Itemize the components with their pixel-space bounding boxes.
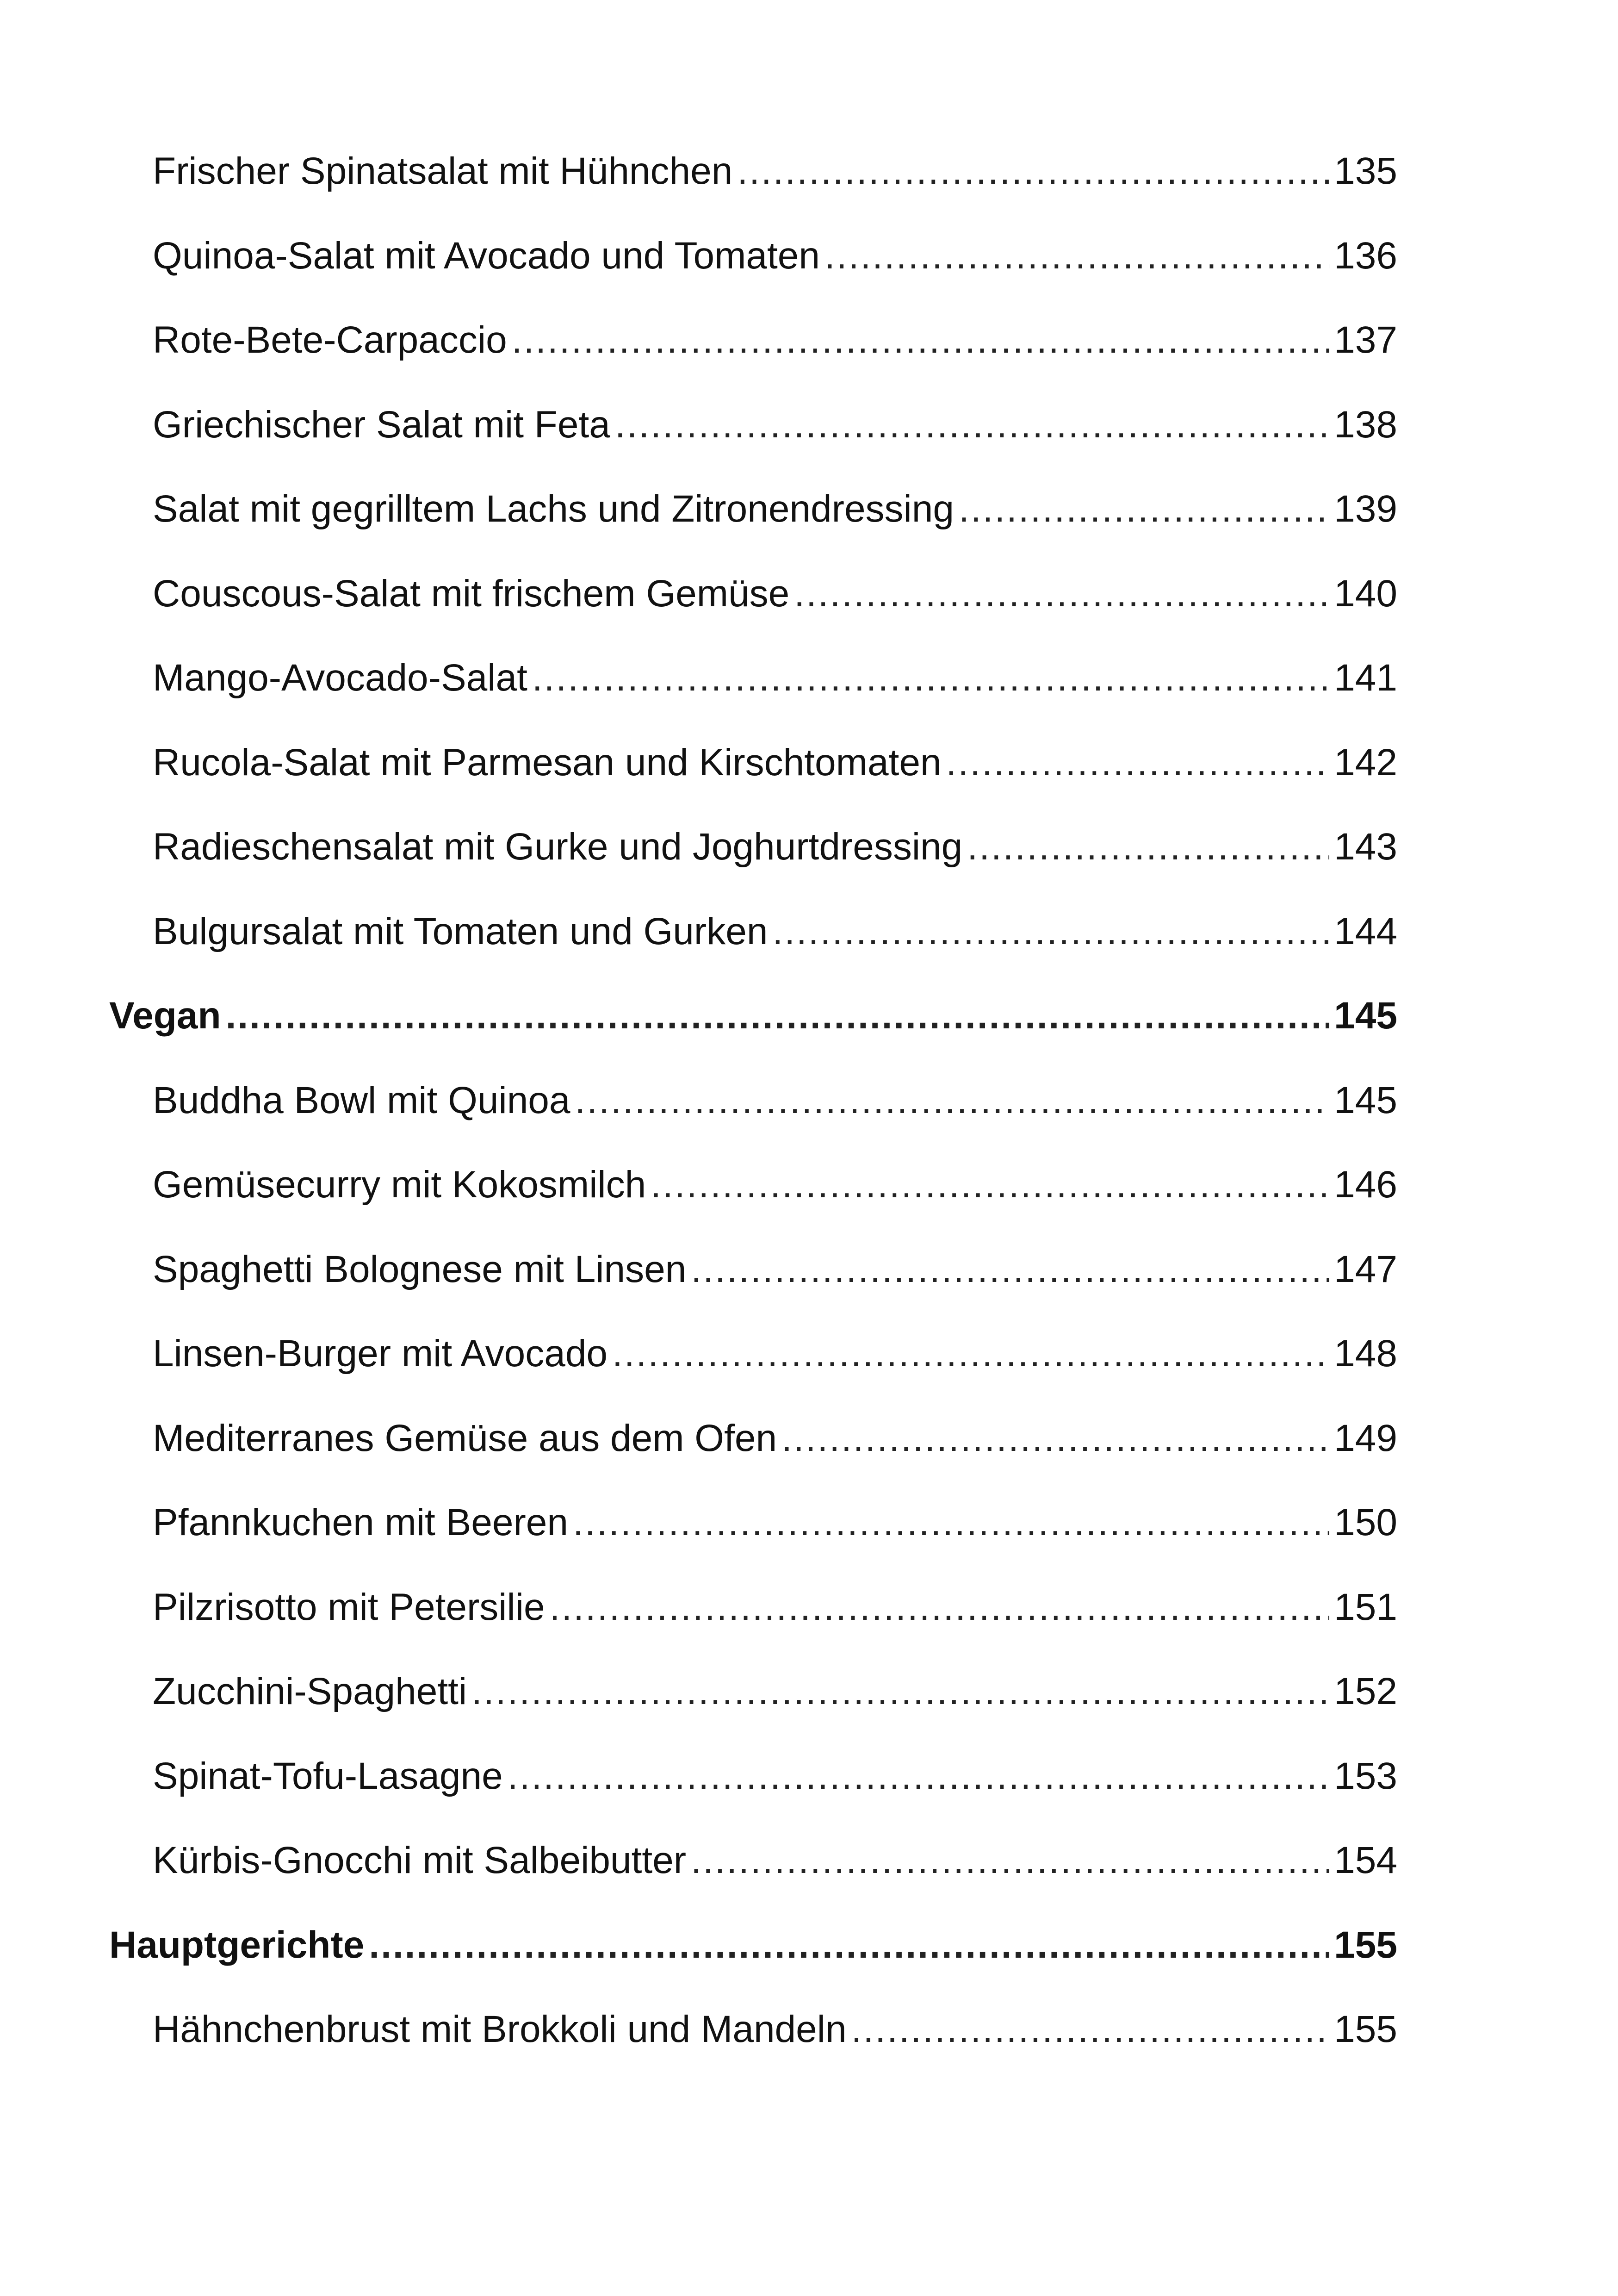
toc-entry[interactable]: [109, 1670, 1397, 1757]
toc-entry-title: Linsen-Burger mit Avocado: [153, 1332, 608, 1375]
toc-entry-page-number: 150: [1334, 1501, 1397, 1543]
dot-leader: [946, 744, 1330, 782]
toc-entry-page-number: 155: [1334, 1923, 1397, 1966]
toc-entry-title: Frischer Spinatsalat mit Hühnchen: [153, 150, 733, 192]
toc-entry[interactable]: [109, 1166, 1397, 1251]
toc-entry[interactable]: [109, 1419, 1397, 1504]
dot-leader: [691, 1251, 1329, 1288]
toc-entry-title: Hauptgerichte: [109, 1923, 365, 1966]
toc-entry-title: Mediterranes Gemüse aus dem Ofen: [153, 1417, 777, 1459]
toc-entry[interactable]: [109, 234, 1397, 322]
toc-entry-title: Mango-Avocado-Salat: [153, 657, 527, 699]
dot-leader: [772, 913, 1329, 951]
toc-entry[interactable]: [109, 659, 1397, 744]
toc-entry-page-number: 154: [1334, 1839, 1397, 1881]
toc-entry[interactable]: [109, 490, 1397, 575]
toc-entry-title: Griechischer Salat mit Feta: [153, 403, 610, 446]
toc-entry[interactable]: [109, 1501, 1397, 1588]
toc-entry-page-number: 143: [1334, 826, 1397, 868]
dot-leader: [550, 1588, 1330, 1626]
toc-entry-page-number: 139: [1334, 488, 1397, 530]
toc-entry-page-number: 141: [1334, 657, 1397, 699]
toc-entry-page-number: 147: [1334, 1248, 1397, 1290]
toc-entry-page-number: 149: [1334, 1417, 1397, 1459]
dot-leader: [651, 1166, 1329, 1204]
toc-entry-page-number: 146: [1334, 1164, 1397, 1206]
toc-entry-title: Couscous-Salat mit frischem Gemüse: [153, 572, 790, 615]
toc-entry-title: Radieschensalat mit Gurke und Joghurtdressing: [153, 826, 963, 868]
dot-leader: [226, 997, 1330, 1035]
toc-entry-title: Vegan: [109, 995, 221, 1037]
toc-entry-title: Bulgursalat mit Tomaten und Gurken: [153, 910, 768, 952]
toc-entry-title: Quinoa-Salat mit Avocado und Tomaten: [153, 234, 820, 277]
toc-entry-title: Kürbis-Gnocchi mit Salbeibutter: [153, 1839, 687, 1881]
toc-entry[interactable]: [109, 1079, 1397, 1166]
toc-entry-title: Gemüsecurry mit Kokosmilch: [153, 1164, 646, 1206]
toc-entry[interactable]: [109, 741, 1397, 828]
dot-leader: [794, 575, 1329, 613]
toc-entry-title: Salat mit gegrilltem Lachs und Zitronendressing: [153, 488, 954, 530]
toc-entry-page-number: 148: [1334, 1332, 1397, 1375]
toc-entry-title: Buddha Bowl mit Quinoa: [153, 1079, 570, 1121]
toc-entry-page-number: 137: [1334, 319, 1397, 361]
toc-entry-page-number: 145: [1334, 995, 1397, 1037]
dot-leader: [573, 1504, 1329, 1542]
toc-entry-page-number: 145: [1334, 1079, 1397, 1121]
toc-entry-page-number: 138: [1334, 403, 1397, 446]
toc-entry-title: Rucola-Salat mit Parmesan und Kirschtomaten: [153, 741, 942, 784]
dot-leader: [615, 406, 1329, 444]
toc-entry-title: Spaghetti Bolognese mit Linsen: [153, 1248, 687, 1290]
toc-entry[interactable]: [109, 1248, 1397, 1335]
table-of-contents: [109, 152, 1397, 2095]
toc-entry[interactable]: [109, 1839, 1397, 1926]
toc-entry[interactable]: [109, 321, 1397, 406]
toc-entry-page-number: 152: [1334, 1670, 1397, 1712]
dot-leader: [512, 321, 1330, 359]
toc-entry-title: Spinat-Tofu-Lasagne: [153, 1755, 503, 1797]
dot-leader: [737, 152, 1329, 190]
dot-leader: [781, 1419, 1329, 1457]
toc-entry[interactable]: [109, 572, 1397, 660]
toc-entry-page-number: 135: [1334, 150, 1397, 192]
dot-leader: [824, 237, 1329, 275]
toc-entry-title: Pilzrisotto mit Petersilie: [153, 1586, 545, 1628]
toc-entry-page-number: 151: [1334, 1586, 1397, 1628]
toc-entry[interactable]: [109, 1332, 1397, 1419]
toc-entry-title: Rote-Bete-Carpaccio: [153, 319, 507, 361]
toc-section-entry[interactable]: [109, 1923, 1397, 2011]
dot-leader: [967, 828, 1329, 866]
dot-leader: [532, 659, 1329, 697]
toc-entry-title: Hähnchenbrust mit Brokkoli und Mandeln: [153, 2008, 847, 2050]
dot-leader: [851, 2010, 1330, 2048]
toc-entry-title: Zucchini-Spaghetti: [153, 1670, 467, 1712]
toc-entry[interactable]: [109, 152, 1397, 237]
toc-entry-page-number: 136: [1334, 234, 1397, 277]
toc-entry-page-number: 142: [1334, 741, 1397, 784]
toc-entry[interactable]: [109, 1588, 1397, 1673]
toc-entry-page-number: 153: [1334, 1755, 1397, 1797]
toc-entry-page-number: 140: [1334, 572, 1397, 615]
dot-leader: [508, 1757, 1329, 1795]
toc-entry-page-number: 144: [1334, 910, 1397, 952]
dot-leader: [959, 490, 1329, 528]
toc-entry-title: Pfannkuchen mit Beeren: [153, 1501, 568, 1543]
dot-leader: [691, 1842, 1329, 1879]
dot-leader: [575, 1082, 1330, 1120]
dot-leader: [471, 1673, 1329, 1711]
toc-entry[interactable]: [109, 2010, 1397, 2095]
toc-entry[interactable]: [109, 1757, 1397, 1842]
toc-entry-page-number: 155: [1334, 2008, 1397, 2050]
dot-leader: [612, 1335, 1329, 1373]
toc-entry[interactable]: [109, 403, 1397, 491]
dot-leader: [369, 1926, 1329, 1964]
toc-section-entry[interactable]: [109, 997, 1397, 1082]
toc-entry[interactable]: [109, 910, 1397, 997]
toc-entry[interactable]: [109, 828, 1397, 913]
